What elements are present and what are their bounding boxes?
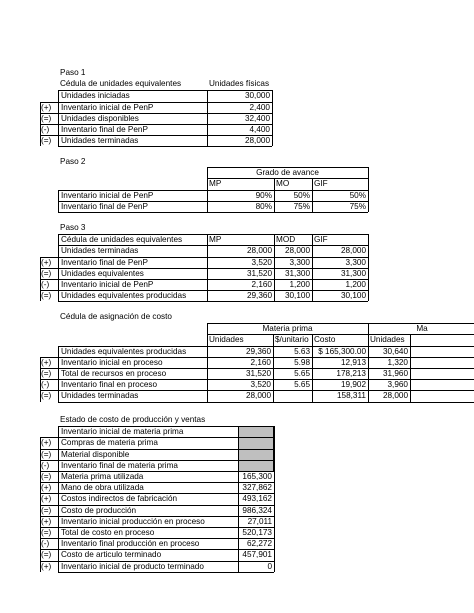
- cedula-unitario[interactable]: 5.63: [294, 346, 310, 356]
- estado-value[interactable]: 62,272: [246, 539, 272, 549]
- paso1-label[interactable]: Inventario inicial de PenP: [61, 102, 154, 112]
- estado-sign[interactable]: (+): [41, 561, 52, 571]
- estado-value[interactable]: 327,862: [242, 483, 272, 493]
- grid-line: [58, 212, 368, 213]
- paso3-label[interactable]: Unidades equivalentes: [61, 268, 144, 278]
- cedula-unitario[interactable]: 5.98: [294, 357, 310, 367]
- grid-line: [58, 346, 59, 402]
- cedula-unidades2[interactable]: 31,960: [382, 369, 408, 378]
- paso3-mod[interactable]: 31,300: [284, 268, 310, 278]
- cedula-costo[interactable]: $ 165,300.00: [318, 346, 366, 356]
- paso3-mod[interactable]: 3,300: [289, 257, 310, 267]
- paso1-label[interactable]: Unidades terminadas: [61, 136, 139, 146]
- cedula-costo[interactable]: 178,213: [336, 369, 366, 378]
- estado-label[interactable]: Mano de obra utilizada: [61, 483, 144, 493]
- paso3-label[interactable]: Inventario inicial de PenP: [61, 280, 154, 289]
- paso3-header-left[interactable]: Cédula de unidades equivalentes: [61, 235, 183, 245]
- grid-line: [274, 426, 275, 572]
- paso1-sign[interactable]: (=): [41, 113, 52, 123]
- cedula-sign[interactable]: (-): [41, 380, 50, 390]
- estado-label[interactable]: Inventario final de materia prima: [61, 460, 178, 470]
- cedula-label[interactable]: Unidades equivalentes producidas: [61, 346, 187, 356]
- estado-value[interactable]: 457,901: [242, 550, 272, 560]
- grid-line: [58, 146, 272, 147]
- paso1-sign[interactable]: (+): [41, 102, 52, 112]
- estado-sign[interactable]: (+): [41, 438, 52, 448]
- estado-value[interactable]: 27,011: [247, 516, 272, 526]
- grid-line: [207, 323, 208, 401]
- cedula-unidades[interactable]: 2,160: [250, 357, 271, 367]
- grid-line: [368, 323, 369, 401]
- grid-line: [207, 234, 208, 301]
- grid-line: [207, 90, 208, 146]
- paso2-label[interactable]: Inventario final de PenP: [61, 201, 148, 211]
- paso1-sign[interactable]: (-): [41, 125, 50, 134]
- cedula-unidades2[interactable]: 3,960: [387, 380, 408, 390]
- grid-line: [312, 178, 313, 212]
- cedula-unitario[interactable]: 5.65: [294, 380, 310, 390]
- paso2-gif[interactable]: 75%: [349, 201, 366, 211]
- paso3-col-mod[interactable]: MOD: [276, 235, 296, 245]
- cedula-sign[interactable]: (=): [41, 391, 52, 401]
- grid-line: [312, 334, 313, 401]
- cedula-group-materia[interactable]: Materia prima: [262, 324, 313, 334]
- grid-line: [58, 190, 59, 212]
- estado-sign[interactable]: (+): [41, 483, 52, 493]
- grid-line: [58, 90, 59, 146]
- grid-line: [58, 301, 368, 302]
- paso3-mp[interactable]: 3,520: [251, 257, 272, 267]
- paso1-value[interactable]: 30,000: [244, 91, 270, 101]
- cedula-group-mano[interactable]: Ma: [416, 324, 428, 334]
- estado-label[interactable]: Total de costo en proceso: [61, 528, 155, 537]
- cedula-unidades[interactable]: 29,360: [245, 346, 271, 356]
- estado-sign[interactable]: (=): [41, 472, 52, 481]
- paso3-mp[interactable]: 29,360: [246, 291, 272, 301]
- estado-sign[interactable]: (=): [41, 505, 52, 515]
- grid-line: [207, 323, 474, 324]
- cedula-label[interactable]: Inventario inicial en proceso: [61, 357, 163, 367]
- estado-label[interactable]: Materia prima utilizada: [61, 472, 144, 481]
- cedula-col-costo[interactable]: Costo: [314, 335, 336, 345]
- grid-line: [410, 334, 411, 401]
- cedula-sign[interactable]: (=): [41, 369, 52, 378]
- cedula-label[interactable]: Total de recursos en proceso: [61, 369, 167, 378]
- paso3-mod[interactable]: 1,200: [289, 280, 310, 289]
- paso3-mod[interactable]: 28,000: [284, 246, 310, 256]
- cedula-sign[interactable]: (+): [41, 357, 52, 367]
- grid-line: [274, 178, 275, 212]
- paso3-gif[interactable]: 30,100: [340, 291, 366, 301]
- grid-line: [273, 334, 274, 401]
- cedula-col-unitario[interactable]: $/unitario: [275, 335, 309, 345]
- estado-label[interactable]: Inventario inicial de producto terminado: [61, 561, 204, 571]
- estado-label[interactable]: Inventario inicial de materia prima: [61, 427, 184, 437]
- estado-label[interactable]: Costos indirectos de fabricación: [61, 494, 178, 504]
- paso2-title[interactable]: Paso 2: [60, 157, 86, 166]
- cedula-label[interactable]: Unidades terminadas: [61, 391, 139, 401]
- cedula-unidades2[interactable]: 28,000: [382, 391, 408, 401]
- estado-title[interactable]: Estado de costo de producción y ventas: [60, 415, 206, 424]
- paso2-mo[interactable]: 50%: [293, 190, 310, 200]
- paso1-value[interactable]: 28,000: [244, 136, 270, 146]
- cedula-label[interactable]: Inventario final en proceso: [61, 380, 158, 390]
- paso3-label[interactable]: Inventario final de PenP: [61, 257, 148, 267]
- paso3-gif[interactable]: 3,300: [345, 257, 366, 267]
- grid-line: [58, 234, 59, 301]
- grid-line: [207, 334, 474, 335]
- paso1-label[interactable]: Unidades iniciadas: [61, 91, 130, 101]
- paso3-sign[interactable]: (+): [41, 257, 52, 267]
- paso2-gif[interactable]: 50%: [349, 190, 366, 200]
- cedula-col-unidades2[interactable]: Unidades: [370, 335, 405, 345]
- cedula-unidades2[interactable]: 30,640: [382, 346, 408, 356]
- estado-sign[interactable]: (+): [41, 494, 52, 504]
- estado-label[interactable]: Material disponible: [61, 449, 130, 459]
- grid-line: [368, 167, 369, 212]
- paso3-sign[interactable]: (=): [41, 268, 52, 278]
- estado-sign[interactable]: (=): [41, 449, 52, 459]
- paso2-group-header[interactable]: Grado de avance: [256, 168, 319, 178]
- grid-line: [207, 167, 208, 212]
- grid-line: [58, 572, 274, 573]
- cedula-title[interactable]: Cédula de asignación de costo: [60, 312, 172, 321]
- paso2-mp[interactable]: 80%: [255, 201, 272, 211]
- grid-line: [58, 402, 474, 403]
- estado-value[interactable]: 986,324: [242, 505, 272, 515]
- estado-label[interactable]: Costo de articulo terminado: [61, 550, 162, 560]
- paso3-gif[interactable]: 1,200: [345, 280, 366, 289]
- estado-sign[interactable]: (-): [41, 460, 50, 470]
- grid-line: [274, 234, 275, 301]
- paso3-mp[interactable]: 28,000: [246, 246, 272, 256]
- estado-sign[interactable]: (=): [41, 550, 52, 560]
- estado-label[interactable]: Costo de producción: [61, 505, 137, 515]
- paso3-title[interactable]: Paso 3: [60, 223, 86, 232]
- cedula-costo[interactable]: 19,902: [340, 380, 366, 390]
- estado-value[interactable]: 493,162: [242, 494, 272, 504]
- paso3-gif[interactable]: 31,300: [340, 268, 366, 278]
- estado-sign[interactable]: (=): [41, 528, 52, 537]
- grid-line: [58, 234, 368, 235]
- cedula-unitario[interactable]: 5.65: [294, 369, 310, 378]
- paso2-mo[interactable]: 75%: [293, 201, 310, 211]
- paso3-col-gif[interactable]: GIF: [314, 235, 328, 245]
- paso1-value[interactable]: 32,400: [244, 113, 270, 123]
- grid-line: [368, 234, 369, 301]
- estado-label[interactable]: Inventario final producción en proceso: [61, 539, 200, 549]
- grid-line: [312, 234, 313, 301]
- cedula-unidades2[interactable]: 1,320: [387, 357, 408, 367]
- cedula-costo[interactable]: 12,913: [340, 357, 366, 367]
- paso3-label[interactable]: Unidades equivalentes producidas: [61, 291, 187, 301]
- estado-sign[interactable]: (-): [41, 539, 50, 549]
- paso1-value[interactable]: 2,400: [249, 102, 270, 112]
- paso3-col-mp[interactable]: MP: [209, 235, 222, 245]
- cedula-unidades[interactable]: 28,000: [245, 391, 271, 401]
- paso3-mod[interactable]: 30,100: [284, 291, 310, 301]
- cedula-costo[interactable]: 158,311: [337, 391, 366, 401]
- cedula-unidades[interactable]: 3,520: [250, 380, 271, 390]
- paso1-label[interactable]: Inventario final de PenP: [61, 125, 148, 134]
- paso2-mp[interactable]: 90%: [255, 190, 272, 200]
- paso3-gif[interactable]: 28,000: [340, 246, 366, 256]
- estado-label[interactable]: Inventario inicial producción en proceso: [61, 516, 205, 526]
- estado-value[interactable]: 165,300: [242, 472, 272, 481]
- paso1-sign[interactable]: (=): [41, 136, 52, 146]
- paso2-col-mo[interactable]: MO: [276, 179, 290, 189]
- paso1-title[interactable]: Paso 1: [60, 68, 86, 77]
- estado-label[interactable]: Compras de materia prima: [61, 438, 158, 448]
- paso1-label[interactable]: Unidades disponibles: [61, 113, 139, 123]
- paso3-sign[interactable]: (=): [41, 291, 52, 301]
- paso1-header-left[interactable]: Cédula de unidades equivalentes: [60, 79, 182, 89]
- paso2-col-mp[interactable]: MP: [209, 179, 222, 189]
- paso3-mp[interactable]: 2,160: [251, 280, 272, 289]
- cedula-unidades[interactable]: 31,520: [245, 369, 271, 378]
- paso1-value[interactable]: 4,400: [249, 125, 270, 134]
- paso3-label[interactable]: Unidades terminadas: [61, 246, 139, 256]
- cedula-col-unidades[interactable]: Unidades: [209, 335, 244, 345]
- paso3-sign[interactable]: (-): [41, 280, 50, 289]
- paso2-col-gif[interactable]: GIF: [314, 179, 328, 189]
- paso1-header-right[interactable]: Unidades físicas: [209, 79, 270, 89]
- grid-line: [58, 426, 59, 572]
- paso2-label[interactable]: Inventario inicial de PenP: [61, 190, 154, 200]
- paso3-mp[interactable]: 31,520: [246, 268, 272, 278]
- estado-value[interactable]: 520,173: [242, 528, 272, 537]
- estado-value[interactable]: 0: [267, 561, 272, 571]
- estado-sign[interactable]: (+): [41, 516, 52, 526]
- grid-line: [272, 90, 273, 146]
